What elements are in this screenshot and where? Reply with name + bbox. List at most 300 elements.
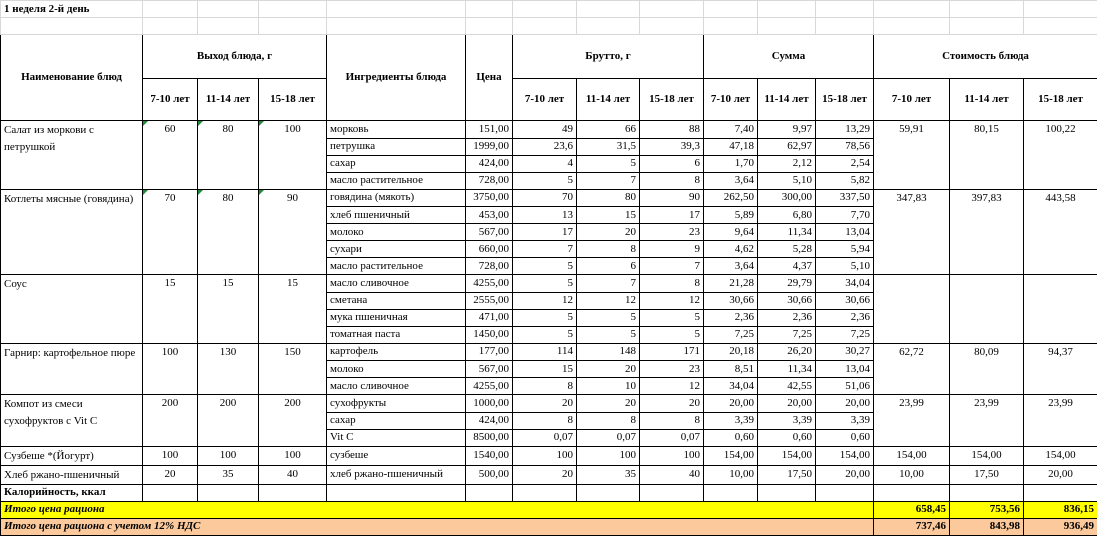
dish-cost-age1[interactable] [874,275,950,293]
ingredient-price[interactable]: 4255,00 [466,275,513,293]
dish-name[interactable]: Гарнир: картофельное пюре [1,343,143,395]
dish-cost-age3[interactable] [1024,292,1097,309]
gross-age2[interactable]: 5 [577,155,640,172]
empty-cell[interactable] [950,484,1024,501]
header-dish: Наименование блюд [1,35,143,121]
sum-age3[interactable]: 5,82 [816,172,874,189]
dish-cost-age2[interactable] [950,138,1024,155]
dish-cost-age2[interactable]: 17,50 [950,465,1024,484]
ingredient-name[interactable]: томатная паста [327,326,466,343]
sum-age1[interactable]: 21,28 [704,275,758,293]
sum-age2[interactable]: 9,97 [758,121,816,139]
gross-age2[interactable]: 6 [577,258,640,275]
sum-age2[interactable]: 2,12 [758,155,816,172]
dish-name[interactable]: Котлеты мясные (говядина) [1,189,143,275]
sum-age3[interactable]: 13,29 [816,121,874,139]
header-sum-age1: 7-10 лет [704,79,758,121]
gross-age3[interactable]: 20 [640,395,704,413]
ingredient-price[interactable]: 4255,00 [466,378,513,395]
empty-cell[interactable] [1024,484,1097,501]
total-price-age3[interactable]: 836,15 [1024,501,1097,518]
calories-label[interactable]: Калорийность, ккал [1,484,143,501]
total-price-vat-label[interactable]: Итого цена рациона с учетом 12% НДС [1,518,874,535]
dish-output-age3[interactable]: 200 [259,395,327,447]
dish-output-age3[interactable]: 15 [259,275,327,344]
sum-age3[interactable]: 337,50 [816,189,874,207]
gross-age2[interactable]: 100 [577,446,640,465]
sum-age2[interactable]: 3,39 [758,412,816,429]
sum-age1[interactable]: 4,62 [704,241,758,258]
dish-output-age3[interactable]: 90 [259,189,327,275]
sum-age1[interactable]: 20,00 [704,395,758,413]
ingredient-price[interactable]: 2555,00 [466,292,513,309]
dish-cost-age1[interactable] [874,361,950,378]
ingredient-name[interactable]: сахар [327,412,466,429]
dish-cost-age1[interactable] [874,378,950,395]
gross-age3[interactable]: 8 [640,412,704,429]
empty-cell[interactable] [143,484,198,501]
ingredient-price[interactable]: 3750,00 [466,189,513,207]
gross-age3[interactable]: 23 [640,361,704,378]
dish-cost-age1[interactable] [874,412,950,429]
gross-age2[interactable]: 0,07 [577,429,640,446]
dish-cost-age3[interactable] [1024,138,1097,155]
gross-age1[interactable]: 114 [513,343,577,361]
sum-age2[interactable]: 20,00 [758,395,816,413]
gross-age3[interactable]: 39,3 [640,138,704,155]
gross-age3[interactable]: 88 [640,121,704,139]
gross-age3[interactable]: 12 [640,292,704,309]
gross-age2[interactable]: 66 [577,121,640,139]
dish-cost-age3[interactable] [1024,258,1097,275]
dish-output-age1[interactable]: 100 [143,343,198,395]
gross-age3[interactable]: 5 [640,326,704,343]
dish-cost-age3[interactable]: 94,37 [1024,343,1097,361]
sum-age3[interactable]: 30,66 [816,292,874,309]
ingredient-price[interactable]: 177,00 [466,343,513,361]
ingredient-price[interactable]: 151,00 [466,121,513,139]
dish-cost-age3[interactable]: 23,99 [1024,395,1097,413]
sum-age3[interactable]: 20,00 [816,465,874,484]
dish-cost-age2[interactable]: 154,00 [950,446,1024,465]
ingredient-price[interactable]: 1999,00 [466,138,513,155]
sum-age3[interactable]: 30,27 [816,343,874,361]
ingredient-price[interactable]: 453,00 [466,207,513,224]
sum-age2[interactable]: 154,00 [758,446,816,465]
dish-output-age2[interactable]: 80 [198,189,259,275]
header-sum: Сумма [704,35,874,79]
gross-age2[interactable]: 12 [577,292,640,309]
ingredient-name[interactable]: хлеб ржано-пшеничный [327,465,466,484]
sum-age1[interactable]: 7,40 [704,121,758,139]
dish-output-age3[interactable]: 100 [259,446,327,465]
dish-output-age1[interactable]: 100 [143,446,198,465]
dish-name[interactable]: Сузбеше *(Йогурт) [1,446,143,465]
dish-cost-age1[interactable] [874,172,950,189]
dish-output-age1[interactable]: 70 [143,189,198,275]
ingredient-price[interactable]: 728,00 [466,172,513,189]
gross-age1[interactable]: 70 [513,189,577,207]
ingredient-price[interactable]: 471,00 [466,309,513,326]
sum-age2[interactable]: 11,34 [758,224,816,241]
dish-output-age1[interactable]: 60 [143,121,198,190]
ingredient-price[interactable]: 660,00 [466,241,513,258]
dish-cost-age1[interactable] [874,224,950,241]
dish-cost-age2[interactable]: 80,09 [950,343,1024,361]
sum-age3[interactable]: 5,10 [816,258,874,275]
total-price-vat-age2[interactable]: 843,98 [950,518,1024,535]
sum-age3[interactable]: 7,70 [816,207,874,224]
ingredient-name[interactable]: мука пшеничная [327,309,466,326]
gross-age2[interactable]: 80 [577,189,640,207]
dish-cost-age3[interactable]: 154,00 [1024,446,1097,465]
dish-name[interactable]: Салат из моркови с петрушкой [1,121,143,190]
ingredient-name[interactable]: масло растительное [327,258,466,275]
header-gross-age1: 7-10 лет [513,79,577,121]
dish-cost-age2[interactable] [950,378,1024,395]
dish-cost-age2[interactable] [950,241,1024,258]
dish-output-age1[interactable]: 200 [143,395,198,447]
dish-cost-age1[interactable] [874,138,950,155]
sum-age1[interactable]: 20,18 [704,343,758,361]
ingredient-name[interactable]: петрушка [327,138,466,155]
gross-age3[interactable]: 7 [640,258,704,275]
gross-age3[interactable]: 23 [640,224,704,241]
empty-cell[interactable] [758,484,816,501]
gross-age3[interactable]: 17 [640,207,704,224]
header-cost-age1: 7-10 лет [874,79,950,121]
dish-cost-age1[interactable] [874,309,950,326]
dish-cost-age1[interactable]: 10,00 [874,465,950,484]
dish-cost-age2[interactable] [950,172,1024,189]
sum-age3[interactable]: 51,06 [816,378,874,395]
dish-cost-age2[interactable] [950,207,1024,224]
gross-age2[interactable]: 20 [577,395,640,413]
dish-cost-age2[interactable] [950,361,1024,378]
sum-age1[interactable]: 30,66 [704,292,758,309]
header-cost-age3: 15-18 лет [1024,79,1097,121]
total-price-vat-age3[interactable]: 936,49 [1024,518,1097,535]
sum-age3[interactable]: 154,00 [816,446,874,465]
dish-cost-age2[interactable] [950,258,1024,275]
sum-age2[interactable]: 5,28 [758,241,816,258]
gross-age3[interactable]: 100 [640,446,704,465]
gross-age2[interactable]: 148 [577,343,640,361]
gross-age1[interactable]: 5 [513,309,577,326]
gross-age1[interactable]: 20 [513,465,577,484]
sum-age1[interactable]: 9,64 [704,224,758,241]
empty-cell[interactable] [259,484,327,501]
table-row [1,395,1097,413]
gross-age3[interactable]: 5 [640,309,704,326]
sum-age1[interactable]: 262,50 [704,189,758,207]
sum-age3[interactable]: 2,36 [816,309,874,326]
dish-cost-age2[interactable] [950,224,1024,241]
sum-age1[interactable]: 34,04 [704,378,758,395]
gross-age2[interactable]: 10 [577,378,640,395]
dish-cost-age1[interactable]: 347,83 [874,189,950,207]
ingredient-name[interactable]: сухари [327,241,466,258]
empty-cell[interactable] [466,484,513,501]
sum-age2[interactable]: 42,55 [758,378,816,395]
dish-cost-age2[interactable] [950,275,1024,293]
dish-cost-age3[interactable] [1024,155,1097,172]
dish-cost-age3[interactable] [1024,275,1097,293]
sum-age3[interactable]: 7,25 [816,326,874,343]
header-output-age2: 11-14 лет [198,79,259,121]
sum-age1[interactable]: 8,51 [704,361,758,378]
dish-output-age2[interactable]: 130 [198,343,259,395]
header-output: Выход блюда, г [143,35,327,79]
gross-age1[interactable]: 0,07 [513,429,577,446]
ingredient-price[interactable]: 1540,00 [466,446,513,465]
dish-cost-age2[interactable]: 80,15 [950,121,1024,139]
dish-output-age2[interactable]: 100 [198,446,259,465]
dish-cost-age3[interactable]: 20,00 [1024,465,1097,484]
empty-cell[interactable] [198,484,259,501]
total-price-row [1,501,1097,518]
sum-age2[interactable]: 2,36 [758,309,816,326]
dish-cost-age1[interactable] [874,258,950,275]
gross-age3[interactable]: 8 [640,172,704,189]
gross-age1[interactable]: 12 [513,292,577,309]
gross-age3[interactable]: 8 [640,275,704,293]
ingredient-price[interactable]: 424,00 [466,155,513,172]
ingredient-name[interactable]: молоко [327,361,466,378]
ingredient-name[interactable]: молоко [327,224,466,241]
sum-age3[interactable]: 34,04 [816,275,874,293]
gross-age3[interactable]: 9 [640,241,704,258]
gross-age1[interactable]: 100 [513,446,577,465]
sum-age2[interactable]: 5,10 [758,172,816,189]
sheet-title[interactable]: 1 неделя 2-й день [1,1,143,18]
header-gross-age3: 15-18 лет [640,79,704,121]
gross-age1[interactable]: 7 [513,241,577,258]
sum-age2[interactable]: 7,25 [758,326,816,343]
sum-age2[interactable]: 11,34 [758,361,816,378]
empty-cell[interactable] [513,484,577,501]
dish-cost-age1[interactable]: 62,72 [874,343,950,361]
gross-age1[interactable]: 5 [513,172,577,189]
gross-age1[interactable]: 8 [513,378,577,395]
dish-output-age1[interactable]: 20 [143,465,198,484]
sum-age1[interactable]: 10,00 [704,465,758,484]
empty-cell[interactable] [577,484,640,501]
gross-age1[interactable]: 17 [513,224,577,241]
dish-cost-age3[interactable] [1024,361,1097,378]
dish-cost-age3[interactable] [1024,378,1097,395]
dish-cost-age3[interactable]: 443,58 [1024,189,1097,207]
dish-cost-age2[interactable]: 23,99 [950,395,1024,413]
sum-age3[interactable]: 20,00 [816,395,874,413]
dish-cost-age1[interactable] [874,429,950,446]
sum-age2[interactable]: 30,66 [758,292,816,309]
sum-age1[interactable]: 3,64 [704,172,758,189]
gross-age2[interactable]: 7 [577,275,640,293]
sum-age1[interactable]: 2,36 [704,309,758,326]
sum-age2[interactable]: 4,37 [758,258,816,275]
dish-cost-age2[interactable]: 397,83 [950,189,1024,207]
sum-age2[interactable]: 300,00 [758,189,816,207]
dish-cost-age1[interactable]: 59,91 [874,121,950,139]
sum-age1[interactable]: 7,25 [704,326,758,343]
dish-cost-age1[interactable]: 23,99 [874,395,950,413]
sum-age3[interactable]: 5,94 [816,241,874,258]
ingredient-name[interactable]: морковь [327,121,466,139]
gross-age3[interactable]: 6 [640,155,704,172]
ingredient-name[interactable]: говядина (мякоть) [327,189,466,207]
ingredient-name[interactable]: Vit C [327,429,466,446]
sum-age2[interactable]: 6,80 [758,207,816,224]
gross-age2[interactable]: 5 [577,326,640,343]
empty-cell[interactable] [327,484,466,501]
gross-age1[interactable]: 23,6 [513,138,577,155]
gross-age3[interactable]: 40 [640,465,704,484]
dish-output-age2[interactable]: 35 [198,465,259,484]
ingredient-price[interactable]: 8500,00 [466,429,513,446]
total-price-age2[interactable]: 753,56 [950,501,1024,518]
total-price-label[interactable]: Итого цена рациона [1,501,874,518]
gross-age1[interactable]: 5 [513,275,577,293]
sum-age3[interactable]: 3,39 [816,412,874,429]
gross-age1[interactable]: 20 [513,395,577,413]
ingredient-name[interactable]: сметана [327,292,466,309]
gross-age2[interactable]: 20 [577,224,640,241]
sum-age3[interactable]: 13,04 [816,361,874,378]
dish-cost-age3[interactable] [1024,326,1097,343]
gross-age2[interactable]: 7 [577,172,640,189]
dish-cost-age3[interactable] [1024,241,1097,258]
empty-cell[interactable] [640,484,704,501]
ingredient-price[interactable]: 567,00 [466,361,513,378]
dish-cost-age3[interactable] [1024,224,1097,241]
dish-output-age1[interactable]: 15 [143,275,198,344]
dish-cost-age2[interactable] [950,155,1024,172]
header-sum-age3: 15-18 лет [816,79,874,121]
gross-age1[interactable]: 5 [513,326,577,343]
dish-output-age2[interactable]: 15 [198,275,259,344]
dish-name[interactable]: Компот из смеси сухофруктов с Vit C [1,395,143,447]
gross-age3[interactable]: 12 [640,378,704,395]
dish-output-age3[interactable]: 100 [259,121,327,190]
sum-age2[interactable]: 62,97 [758,138,816,155]
sum-age2[interactable]: 17,50 [758,465,816,484]
table-row [1,465,1097,484]
dish-cost-age1[interactable] [874,241,950,258]
sum-age2[interactable]: 29,79 [758,275,816,293]
sum-age1[interactable]: 1,70 [704,155,758,172]
sum-age2[interactable]: 26,20 [758,343,816,361]
dish-cost-age1[interactable] [874,155,950,172]
dish-cost-age3[interactable] [1024,429,1097,446]
ingredient-price[interactable]: 728,00 [466,258,513,275]
ingredient-name[interactable]: картофель [327,343,466,361]
ingredient-name[interactable]: масло растительное [327,172,466,189]
dish-output-age2[interactable]: 200 [198,395,259,447]
sum-age1[interactable]: 154,00 [704,446,758,465]
sum-age1[interactable]: 3,64 [704,258,758,275]
table-row [1,121,1097,139]
gross-age1[interactable]: 8 [513,412,577,429]
dish-cost-age1[interactable] [874,207,950,224]
dish-output-age3[interactable]: 40 [259,465,327,484]
dish-cost-age2[interactable] [950,326,1024,343]
sum-age1[interactable]: 5,89 [704,207,758,224]
gross-age3[interactable]: 0,07 [640,429,704,446]
header-sum-age2: 11-14 лет [758,79,816,121]
gross-age1[interactable]: 4 [513,155,577,172]
sum-age3[interactable]: 0,60 [816,429,874,446]
sum-age3[interactable]: 13,04 [816,224,874,241]
ingredient-name[interactable]: масло сливочное [327,275,466,293]
header-cost-age2: 11-14 лет [950,79,1024,121]
dish-cost-age3[interactable]: 100,22 [1024,121,1097,139]
dish-output-age2[interactable]: 80 [198,121,259,190]
gross-age3[interactable]: 171 [640,343,704,361]
dish-cost-age1[interactable] [874,326,950,343]
sum-age3[interactable]: 2,54 [816,155,874,172]
dish-name[interactable]: Соус [1,275,143,344]
empty-cell[interactable] [874,484,950,501]
sum-age1[interactable]: 47,18 [704,138,758,155]
sum-age1[interactable]: 3,39 [704,412,758,429]
ingredient-name[interactable]: хлеб пшеничный [327,207,466,224]
sum-age2[interactable]: 0,60 [758,429,816,446]
ingredient-name[interactable]: сузбеше [327,446,466,465]
gross-age2[interactable]: 15 [577,207,640,224]
dish-cost-age2[interactable] [950,292,1024,309]
empty-cell[interactable] [704,484,758,501]
gross-age2[interactable]: 5 [577,309,640,326]
dish-cost-age3[interactable] [1024,172,1097,189]
dish-name[interactable]: Хлеб ржано-пшеничный [1,465,143,484]
sum-age3[interactable]: 78,56 [816,138,874,155]
gross-age2[interactable]: 8 [577,412,640,429]
ingredient-name[interactable]: сахар [327,155,466,172]
dish-cost-age1[interactable]: 154,00 [874,446,950,465]
dish-output-age3[interactable]: 150 [259,343,327,395]
ingredient-name[interactable]: сухофрукты [327,395,466,413]
dish-cost-age2[interactable] [950,429,1024,446]
ingredient-price[interactable]: 424,00 [466,412,513,429]
dish-cost-age2[interactable] [950,412,1024,429]
total-price-age1[interactable]: 658,45 [874,501,950,518]
gross-age2[interactable]: 8 [577,241,640,258]
sum-age1[interactable]: 0,60 [704,429,758,446]
ingredient-price[interactable]: 567,00 [466,224,513,241]
dish-cost-age3[interactable] [1024,309,1097,326]
gross-age3[interactable]: 90 [640,189,704,207]
gross-age1[interactable]: 5 [513,258,577,275]
empty-cell[interactable] [816,484,874,501]
gross-age2[interactable]: 20 [577,361,640,378]
gross-age1[interactable]: 49 [513,121,577,139]
gross-age1[interactable]: 15 [513,361,577,378]
ingredient-price[interactable]: 1000,00 [466,395,513,413]
dish-cost-age3[interactable] [1024,412,1097,429]
dish-cost-age3[interactable] [1024,207,1097,224]
header-output-age3: 15-18 лет [259,79,327,121]
gross-age2[interactable]: 35 [577,465,640,484]
gross-age1[interactable]: 13 [513,207,577,224]
ingredient-name[interactable]: масло сливочное [327,378,466,395]
dish-cost-age1[interactable] [874,292,950,309]
ingredient-price[interactable]: 500,00 [466,465,513,484]
ingredient-price[interactable]: 1450,00 [466,326,513,343]
dish-cost-age2[interactable] [950,309,1024,326]
total-price-vat-age1[interactable]: 737,46 [874,518,950,535]
gross-age2[interactable]: 31,5 [577,138,640,155]
